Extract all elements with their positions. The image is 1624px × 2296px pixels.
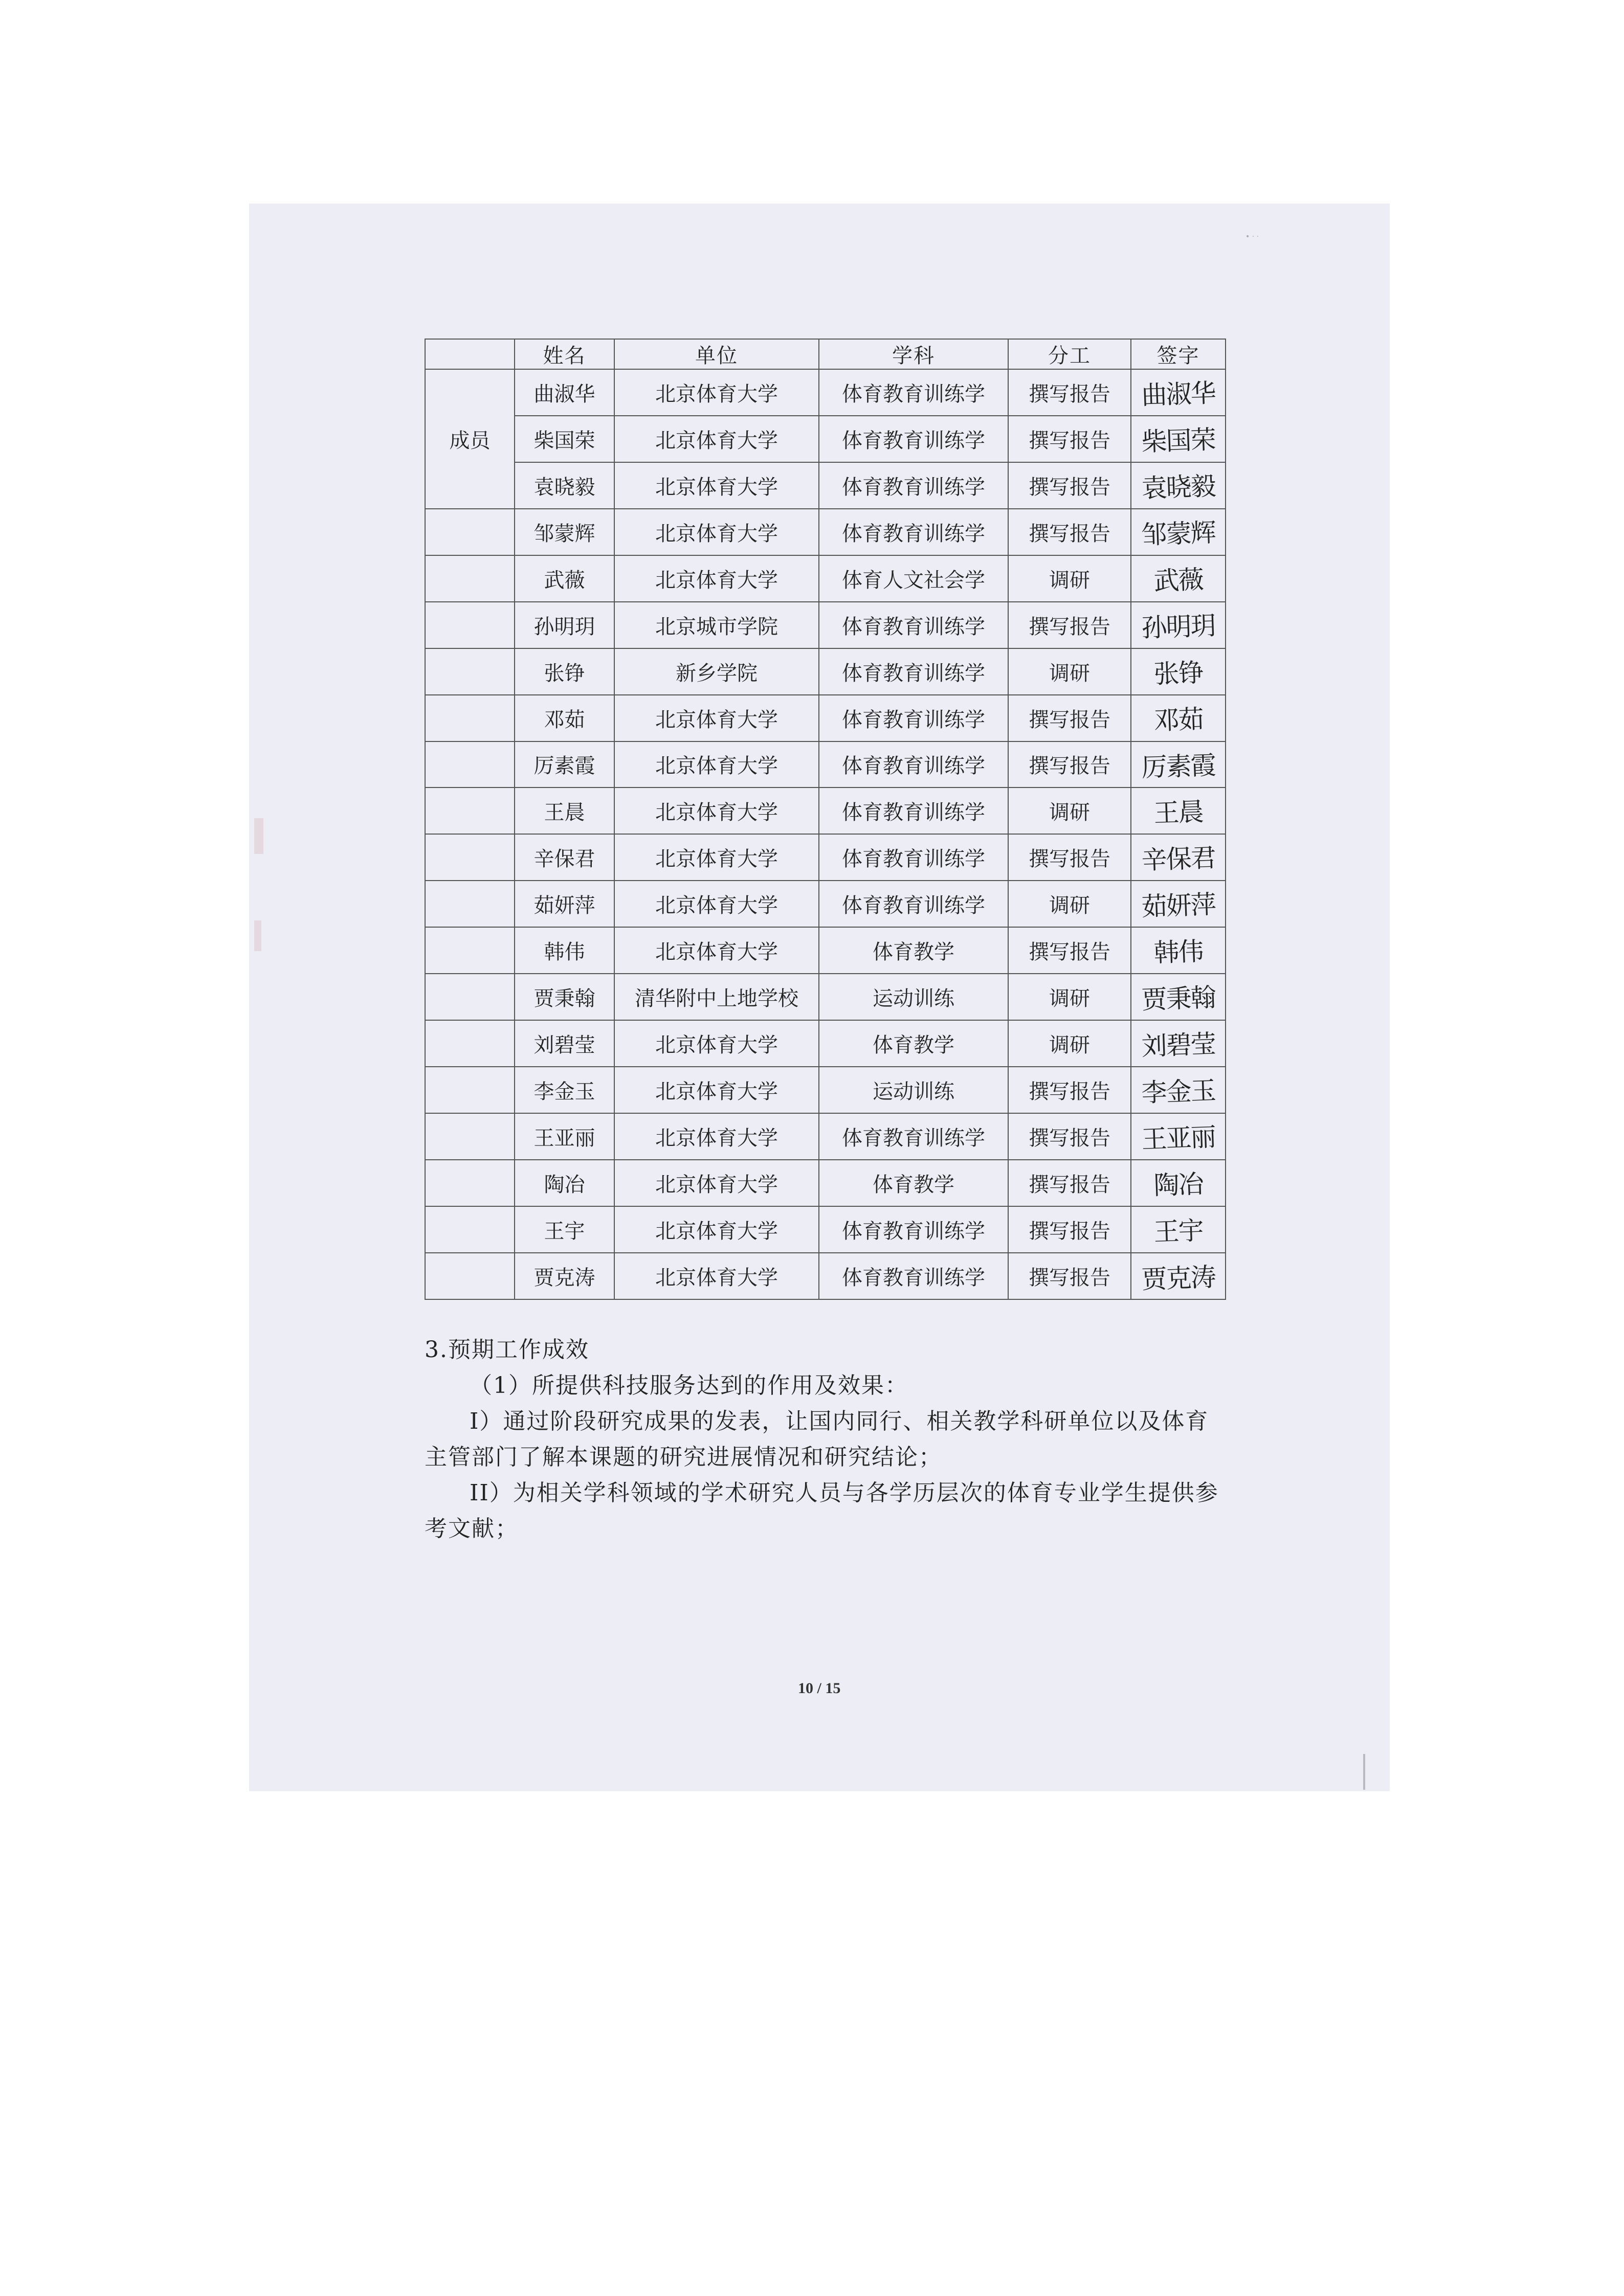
role-cell — [425, 1020, 515, 1067]
member-unit: 北京体育大学 — [614, 741, 819, 788]
member-name: 邹蒙辉 — [515, 509, 614, 555]
member-signature: 邓茹 — [1130, 693, 1226, 742]
member-division: 撰写报告 — [1008, 416, 1131, 462]
member-name: 刘碧莹 — [515, 1020, 614, 1067]
member-division: 调研 — [1008, 974, 1131, 1020]
member-subject: 运动训练 — [819, 974, 1008, 1020]
member-subject: 体育教育训练学 — [819, 1206, 1008, 1253]
member-division: 调研 — [1008, 1020, 1131, 1067]
table-row — [425, 555, 1226, 602]
member-signature: 陶冶 — [1130, 1158, 1226, 1208]
member-signature: 厉素霞 — [1130, 739, 1226, 789]
member-unit: 北京体育大学 — [614, 787, 819, 834]
page-number: 10 / 15 — [798, 1680, 841, 1697]
member-unit: 北京体育大学 — [614, 1160, 819, 1206]
member-signature: 张铮 — [1130, 646, 1226, 696]
member-signature: 刘碧莹 — [1130, 1019, 1226, 1068]
table-row — [425, 1206, 1226, 1253]
member-division: 调研 — [1008, 881, 1131, 927]
member-subject: 体育教育训练学 — [819, 602, 1008, 648]
section-text — [425, 1332, 1225, 1547]
member-subject: 体育教育训练学 — [819, 741, 1008, 788]
member-subject: 体育教学 — [819, 1160, 1008, 1206]
scan-smudge — [254, 920, 261, 951]
section-heading: 3.预期工作成效 — [425, 1337, 589, 1363]
member-division: 撰写报告 — [1008, 1206, 1131, 1253]
member-name: 辛保君 — [515, 834, 614, 881]
scan-mark: • · · — [1245, 233, 1259, 241]
member-subject: 体育教学 — [819, 1020, 1008, 1067]
section-item-1: I）通过阶段研究成果的发表，让国内同行、相关教学科研单位以及体育主管部门了解本课题的研究进展情况和研究结论； — [425, 1408, 1209, 1470]
member-name: 王宇 — [515, 1206, 614, 1253]
member-unit: 清华附中上地学校 — [614, 974, 819, 1020]
member-subject: 体育人文社会学 — [819, 555, 1008, 602]
member-unit: 北京体育大学 — [614, 555, 819, 602]
member-name: 武薇 — [515, 555, 614, 602]
role-cell — [425, 1253, 515, 1299]
member-unit: 北京体育大学 — [614, 927, 819, 974]
member-name: 李金玉 — [515, 1067, 614, 1113]
member-subject: 体育教育训练学 — [819, 648, 1008, 695]
header-name: 姓名 — [515, 339, 614, 369]
table-row — [425, 1020, 1226, 1067]
member-signature: 柴国荣 — [1130, 414, 1226, 464]
member-signature: 李金玉 — [1130, 1065, 1226, 1115]
role-cell — [425, 974, 515, 1020]
member-division: 撰写报告 — [1008, 1067, 1131, 1113]
member-division: 撰写报告 — [1008, 695, 1131, 741]
member-unit: 北京体育大学 — [614, 1067, 819, 1113]
table-row — [425, 695, 1226, 741]
member-unit: 北京体育大学 — [614, 881, 819, 927]
header-unit: 单位 — [614, 339, 819, 369]
role-cell — [425, 834, 515, 881]
member-division: 撰写报告 — [1008, 1160, 1131, 1206]
member-subject: 体育教育训练学 — [819, 1253, 1008, 1299]
member-unit: 北京体育大学 — [614, 1020, 819, 1067]
role-label: 成员 — [425, 369, 515, 509]
member-unit: 北京体育大学 — [614, 1253, 819, 1299]
member-division: 调研 — [1008, 555, 1131, 602]
member-subject: 体育教育训练学 — [819, 881, 1008, 927]
member-name: 贾克涛 — [515, 1253, 614, 1299]
member-signature: 茹妍萍 — [1130, 879, 1226, 929]
table-row — [425, 1067, 1226, 1113]
role-cell — [425, 1206, 515, 1253]
section-sub-heading: （1）所提供科技服务达到的作用及效果： — [470, 1372, 908, 1399]
member-subject: 体育教育训练学 — [819, 1113, 1008, 1160]
member-signature: 王宇 — [1130, 1205, 1226, 1254]
table-row — [425, 927, 1226, 974]
member-name: 邓茹 — [515, 695, 614, 741]
section-item-2: II）为相关学科领域的学术研究人员与各学历层次的体育专业学生提供参考文献； — [425, 1480, 1219, 1542]
member-name: 厉素霞 — [515, 741, 614, 788]
member-subject: 体育教育训练学 — [819, 695, 1008, 741]
role-cell — [425, 927, 515, 974]
table-row — [425, 648, 1226, 695]
table-row — [425, 881, 1226, 927]
member-unit: 北京体育大学 — [614, 462, 819, 509]
member-division: 调研 — [1008, 648, 1131, 695]
member-subject: 体育教育训练学 — [819, 416, 1008, 462]
table-row — [425, 787, 1226, 834]
member-name: 贾秉翰 — [515, 974, 614, 1020]
member-subject: 体育教育训练学 — [819, 369, 1008, 416]
scan-smudge — [254, 818, 263, 854]
role-cell — [425, 1067, 515, 1113]
table-row — [425, 1160, 1226, 1206]
role-cell — [425, 695, 515, 741]
role-cell — [425, 881, 515, 927]
header-signature: 签字 — [1131, 339, 1226, 369]
role-cell — [425, 555, 515, 602]
member-name: 孙明玥 — [515, 602, 614, 648]
member-unit: 北京体育大学 — [614, 1206, 819, 1253]
table-row — [425, 509, 1226, 555]
member-name: 柴国荣 — [515, 416, 614, 462]
header-role-cell — [425, 339, 515, 369]
member-signature: 曲淑华 — [1130, 368, 1226, 417]
member-subject: 体育教学 — [819, 927, 1008, 974]
table-row — [425, 974, 1226, 1020]
member-unit: 北京体育大学 — [614, 416, 819, 462]
role-cell — [425, 1160, 515, 1206]
member-unit: 北京体育大学 — [614, 369, 819, 416]
member-signature: 辛保君 — [1130, 832, 1226, 882]
member-division: 撰写报告 — [1008, 462, 1131, 509]
scan-edge-mark — [1363, 1754, 1365, 1790]
member-subject: 运动训练 — [819, 1067, 1008, 1113]
member-signature: 贾克涛 — [1130, 1251, 1226, 1301]
member-signature: 邹蒙辉 — [1130, 507, 1226, 557]
header-subject: 学科 — [819, 339, 1008, 369]
role-cell — [425, 741, 515, 788]
member-subject: 体育教育训练学 — [819, 462, 1008, 509]
member-unit: 北京体育大学 — [614, 695, 819, 741]
member-division: 调研 — [1008, 787, 1131, 834]
member-signature: 王晨 — [1130, 786, 1226, 836]
member-name: 王晨 — [515, 787, 614, 834]
member-name: 曲淑华 — [515, 369, 614, 416]
member-subject: 体育教育训练学 — [819, 509, 1008, 555]
member-name: 王亚丽 — [515, 1113, 614, 1160]
member-subject: 体育教育训练学 — [819, 787, 1008, 834]
member-division: 撰写报告 — [1008, 602, 1131, 648]
member-name: 陶冶 — [515, 1160, 614, 1206]
table-row — [425, 741, 1226, 788]
member-signature: 韩伟 — [1130, 926, 1226, 975]
members-table — [425, 339, 1226, 1300]
table-row — [425, 462, 1226, 509]
member-division: 撰写报告 — [1008, 834, 1131, 881]
table-row — [425, 416, 1226, 462]
role-cell — [425, 1113, 515, 1160]
table-row — [425, 369, 1226, 416]
member-unit: 北京城市学院 — [614, 602, 819, 648]
member-division: 撰写报告 — [1008, 1253, 1131, 1299]
member-unit: 北京体育大学 — [614, 1113, 819, 1160]
role-cell — [425, 648, 515, 695]
table-header-row — [425, 339, 1226, 369]
member-signature: 王亚丽 — [1130, 1112, 1226, 1161]
member-division: 撰写报告 — [1008, 369, 1131, 416]
table-row — [425, 602, 1226, 648]
member-division: 撰写报告 — [1008, 509, 1131, 555]
role-cell — [425, 787, 515, 834]
member-signature: 孙明玥 — [1130, 600, 1226, 649]
member-name: 张铮 — [515, 648, 614, 695]
member-unit: 北京体育大学 — [614, 834, 819, 881]
header-division: 分工 — [1008, 339, 1131, 369]
table-row — [425, 1113, 1226, 1160]
role-cell — [425, 602, 515, 648]
member-unit: 北京体育大学 — [614, 509, 819, 555]
member-division: 撰写报告 — [1008, 1113, 1131, 1160]
member-subject: 体育教育训练学 — [819, 834, 1008, 881]
member-name: 袁晓毅 — [515, 462, 614, 509]
member-signature: 武薇 — [1130, 554, 1226, 603]
table-row — [425, 834, 1226, 881]
table-row — [425, 1253, 1226, 1299]
member-unit: 新乡学院 — [614, 648, 819, 695]
role-cell — [425, 509, 515, 555]
member-signature: 贾秉翰 — [1130, 972, 1226, 1022]
member-division: 撰写报告 — [1008, 741, 1131, 788]
member-name: 茹妍萍 — [515, 881, 614, 927]
member-division: 撰写报告 — [1008, 927, 1131, 974]
member-signature: 袁晓毅 — [1130, 461, 1226, 510]
member-name: 韩伟 — [515, 927, 614, 974]
